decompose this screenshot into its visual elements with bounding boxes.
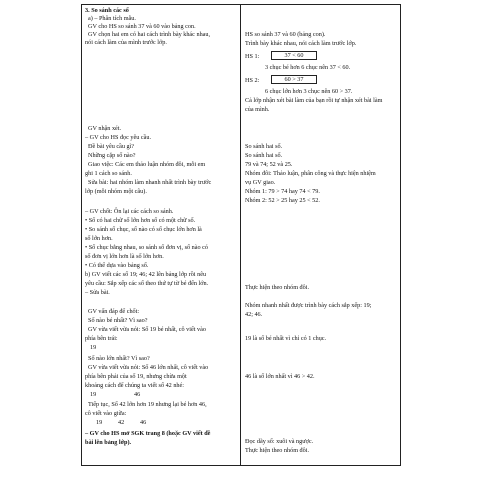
teacher-line: số lớn hơn. bbox=[85, 235, 113, 242]
teacher-line: Số nào lớn nhất? Vì sao? bbox=[88, 355, 150, 362]
teacher-line: – GV chốt: Ôn lại các cách so sánh. bbox=[85, 208, 174, 215]
section-heading: 3. So sánh các số bbox=[85, 7, 129, 14]
teacher-line: phía bên trái: bbox=[85, 335, 118, 342]
teacher-line: yêu cầu: Sắp xếp các số theo thứ tự từ bé đến lớn. bbox=[85, 280, 209, 287]
teacher-line: • So sánh số chục, số nào có số chục lớn hơn là bbox=[85, 226, 202, 233]
column-divider bbox=[240, 5, 241, 465]
teacher-line: – GV cho HS mở SGK trang 8 (hoặc GV viết đề bbox=[85, 430, 211, 437]
teacher-line: • Có thể dựa vào bảng số. bbox=[85, 262, 149, 269]
teacher-line: • Số chục bằng nhau, so sánh số đơn vị, số nào có bbox=[85, 244, 208, 251]
student-line: 79 và 74; 52 và 25. bbox=[245, 161, 293, 168]
teacher-line: bài lên bảng lớp). bbox=[85, 439, 132, 446]
student-label: HS 1: bbox=[245, 53, 260, 60]
teacher-line: GV vừa viết vừa nói: Số 46 lớn nhất, cô viết vào bbox=[88, 364, 209, 371]
student-line: Nhóm đôi: Thảo luận, phân công và thực hiện nhiệm bbox=[245, 170, 376, 177]
comparison-box: 37 < 60 bbox=[271, 51, 317, 60]
number-sequence: 46 bbox=[134, 391, 141, 398]
number-sequence: 19 bbox=[96, 419, 103, 426]
teacher-line: a) – Phân tích mẫu. bbox=[88, 15, 136, 22]
teacher-line: lớp (mỗi nhóm một câu). bbox=[85, 188, 147, 195]
number-sequence: 19 bbox=[90, 391, 97, 398]
teacher-line: GV chọn hai em có hai cách trình bày khác nhau, bbox=[88, 31, 211, 38]
teacher-line: số đơn vị lớn hơn là số lớn hơn. bbox=[85, 253, 164, 260]
student-line: 19 là số bé nhất vì chỉ có 1 chục. bbox=[245, 335, 327, 342]
student-line: 6 chục lớn hơn 3 chục nên 60 > 37. bbox=[265, 88, 353, 95]
number-sequence: 46 bbox=[140, 419, 147, 426]
teacher-line: Số nào bé nhất? Vì sao? bbox=[88, 317, 148, 324]
number-sequence: 19 bbox=[90, 344, 97, 351]
teacher-line: khoảng cách để chúng ta viết số 42 nhé: bbox=[85, 382, 184, 389]
student-line: Cả lớp nhận xét bài làm của bạn rồi tự nhận xét bài làm bbox=[245, 97, 383, 104]
student-line: Thực hiện theo nhóm đôi. bbox=[245, 447, 310, 454]
student-line: 3 chục bé hơn 6 chục nên 37 < 60. bbox=[265, 64, 351, 71]
teacher-line: Giao việc: Các em thảo luận nhóm đôi, mỗi em bbox=[88, 161, 206, 168]
teacher-line: b) GV viết các số 19; 46; 42 lên bảng lớp rồi nêu bbox=[85, 271, 207, 278]
lesson-table bbox=[81, 4, 401, 466]
number-sequence: 42 bbox=[118, 419, 125, 426]
student-line: Nhóm 2: 52 > 25 hay 25 < 52. bbox=[245, 197, 320, 204]
student-line: Trình bày khác nhau, nói cách làm trước lớp. bbox=[245, 40, 357, 47]
student-line: Nhóm nhanh nhất được trình bày cách sắp xếp: 19; bbox=[245, 302, 372, 309]
student-line: HS so sánh 37 và 60 (bảng con). bbox=[245, 31, 326, 38]
student-line: So sánh hai số. bbox=[245, 143, 283, 150]
student-line: Nhóm 1: 79 > 74 hay 74 < 79. bbox=[245, 188, 320, 195]
teacher-line: Những cặp số nào? bbox=[88, 152, 136, 159]
student-line: Đọc dãy số: xuôi và ngược. bbox=[245, 438, 314, 445]
teacher-line: nói cách làm của mình trước lớp. bbox=[85, 39, 167, 46]
teacher-line: GV nhận xét. bbox=[88, 125, 122, 132]
teacher-line: GV vừa viết vừa nói: Số 19 bé nhất, cô viết vào bbox=[88, 326, 206, 333]
teacher-line: GV vấn đáp để chốt: bbox=[88, 308, 140, 315]
comparison-box: 60 > 37 bbox=[271, 75, 317, 84]
teacher-line: Sửa bài: hai nhóm làm nhanh nhất trình bày trước bbox=[88, 179, 212, 186]
student-label: HS 2: bbox=[245, 77, 260, 84]
teacher-line: GV cho HS so sánh 37 và 60 vào bảng con. bbox=[88, 23, 196, 30]
teacher-line: cô viết vào giữa: bbox=[85, 410, 127, 417]
student-line: của mình. bbox=[245, 106, 270, 113]
teacher-line: – Sửa bài. bbox=[85, 289, 110, 296]
student-line: vụ GV giao. bbox=[245, 179, 276, 186]
teacher-line: Tiếp tục, Số 42 lớn hơn 19 nhưng lại bé hơn 46, bbox=[88, 401, 207, 408]
student-line: So sánh hai số. bbox=[245, 152, 283, 159]
teacher-line: phía bên phải của số 19, nhưng chừa một bbox=[85, 373, 187, 380]
student-line: 42; 46. bbox=[245, 311, 263, 318]
teacher-line: Đề bài yêu cầu gì? bbox=[88, 143, 135, 150]
teacher-line: – GV cho HS đọc yêu cầu. bbox=[85, 134, 152, 141]
teacher-line: ghi 1 cách so sánh. bbox=[85, 170, 132, 177]
student-line: Thực hiện theo nhóm đôi. bbox=[245, 284, 310, 291]
student-line: 46 là số lớn nhất vì 46 > 42. bbox=[245, 373, 315, 380]
teacher-line: • Số có hai chữ số lớn hơn số có một chữ số. bbox=[85, 217, 196, 224]
